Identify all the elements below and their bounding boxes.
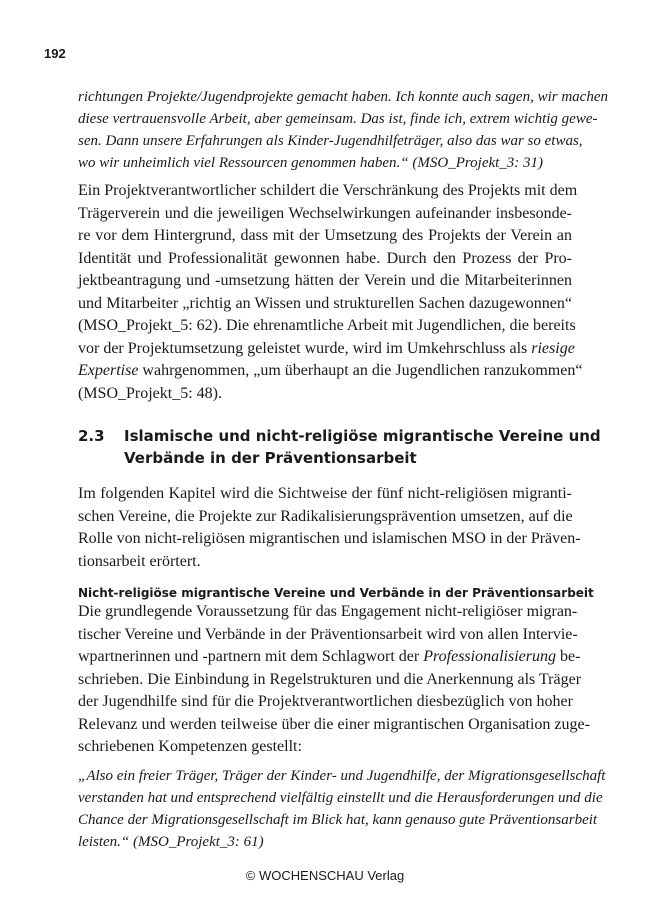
paragraph-line: schriebenen Kompetenzen gestellt: [78,738,302,755]
paragraph-text: wpartnerinnen und -partnern mit dem Schlagwort der [78,648,424,665]
paragraph-line: der Jugendhilfe sind für die Projektverantwortlichen diesbezüglich von hoher [78,693,573,710]
paragraph-line: (MSO_Projekt_5: 48). [78,384,222,402]
paragraph-line: Trägerverein und die jeweiligen Wechselwirkungen aufeinander insbesonde- [78,204,572,222]
paragraph-line: Die grundlegende Voraussetzung für das Engagement nicht-religiöser migran- [78,603,578,620]
quote-line: richtungen Projekte/Jugendprojekte gemacht haben. Ich konnte auch sagen, wir machen [78,89,608,105]
paragraph-line: (MSO_Projekt_5: 62). Die ehrenamtliche Arbeit mit Jugendlichen, die bereits [78,317,576,334]
section-title-line: Islamische und nicht-religiöse migrantische Vereine und [124,427,601,445]
page-number: 192 [44,46,66,61]
quote-block-1 [78,86,608,174]
paragraph-3 [78,601,590,759]
paragraph-line: re vor dem Hintergrund, dass mit der Umsetzung des Projekts der Verein an [78,227,572,244]
quote-line: leisten.“ (MSO_Projekt_3: 61) [78,834,264,850]
paragraph-line [78,338,575,361]
quote-line: sen. Dann unsere Erfahrungen als Kinder-Jugendhilfeträger, also das war so etwas, [78,133,583,149]
paragraph-line: tionsarbeit erörtert. [78,552,201,570]
paragraph-text: wahrgenommen, „um überhaupt an die Jugendlichen ranzukommen“ [138,362,583,379]
subheading: Nicht-religiöse migrantische Vereine und Verbände in der Präventionsarbeit [78,586,594,600]
paragraph-line: Rolle von nicht-religiösen migrantischen und islamischen MSO in der Präven- [78,530,581,547]
emphasis-text: riesige [531,339,575,357]
paragraph-1 [78,180,583,405]
quote-line: „Also ein freier Träger, Träger der Kinder- und Jugendhilfe, der Migrationsgesellschaft [78,768,606,784]
paragraph-line: jektbeantragung und -umsetzung hätten der Verein und die Mitarbeiterinnen [78,272,572,289]
paragraph-line: schen Vereine, die Projekte zur Radikalisierungsprävention umsetzen, auf die [78,507,573,525]
paragraph-2 [78,483,581,573]
paragraph-line: Relevanz und werden teilweise über die einer migrantischen Organisation zuge- [78,715,590,733]
footer-publisher: © WOCHENSCHAU Verlag [245,868,405,883]
emphasis-text: Expertise [78,362,139,379]
paragraph-line: Im folgenden Kapitel wird die Sichtweise der fünf nicht-religiösen migranti- [78,485,572,502]
paragraph-line: schrieben. Die Einbindung in Regelstrukturen und die Anerkennung als Träger [78,670,582,688]
paragraph-line [78,360,583,383]
paragraph-line: und Mitarbeiter „richtig an Wissen und strukturellen Sachen dazugewonnen“ [78,294,572,312]
quote-line: diese vertrauensvolle Arbeit, aber gemeinsam. Das ist, finde ich, extrem wichtig gewe- [78,111,598,127]
paragraph-line: Identität und Professionalität gewonnen habe. Durch den Prozess der Pro- [78,249,572,267]
quote-line: wo wir unheimlich viel Ressourcen genommen haben.“ (MSO_Projekt_3: 31) [78,155,544,171]
section-title [124,425,601,469]
paragraph-line: tischer Vereine und Verbände in der Präventionsarbeit wird von allen Intervie- [78,625,578,643]
quote-line: Chance der Migrationsgesellschaft im Blick hat, kann genauso gute Präventionsarbeit [78,812,598,828]
emphasis-text: Professionalisierung [423,648,556,665]
section-number: 2.3 [78,427,105,445]
paragraph-line: Ein Projektverantwortlicher schildert die Verschränkung des Projekts mit dem [78,182,578,199]
paragraph-text: vor der Projektumsetzung geleistet wurde, wird im Umkehrschluss als [78,339,532,357]
section-title-line: Verbände in der Präventionsarbeit [124,449,417,467]
paragraph-line [78,646,581,669]
paragraph-text: be- [555,648,581,665]
quote-block-2 [78,765,606,853]
quote-line: verstanden hat und entsprechend vielfältig einstellt und die Herausforderungen und die [78,790,603,806]
